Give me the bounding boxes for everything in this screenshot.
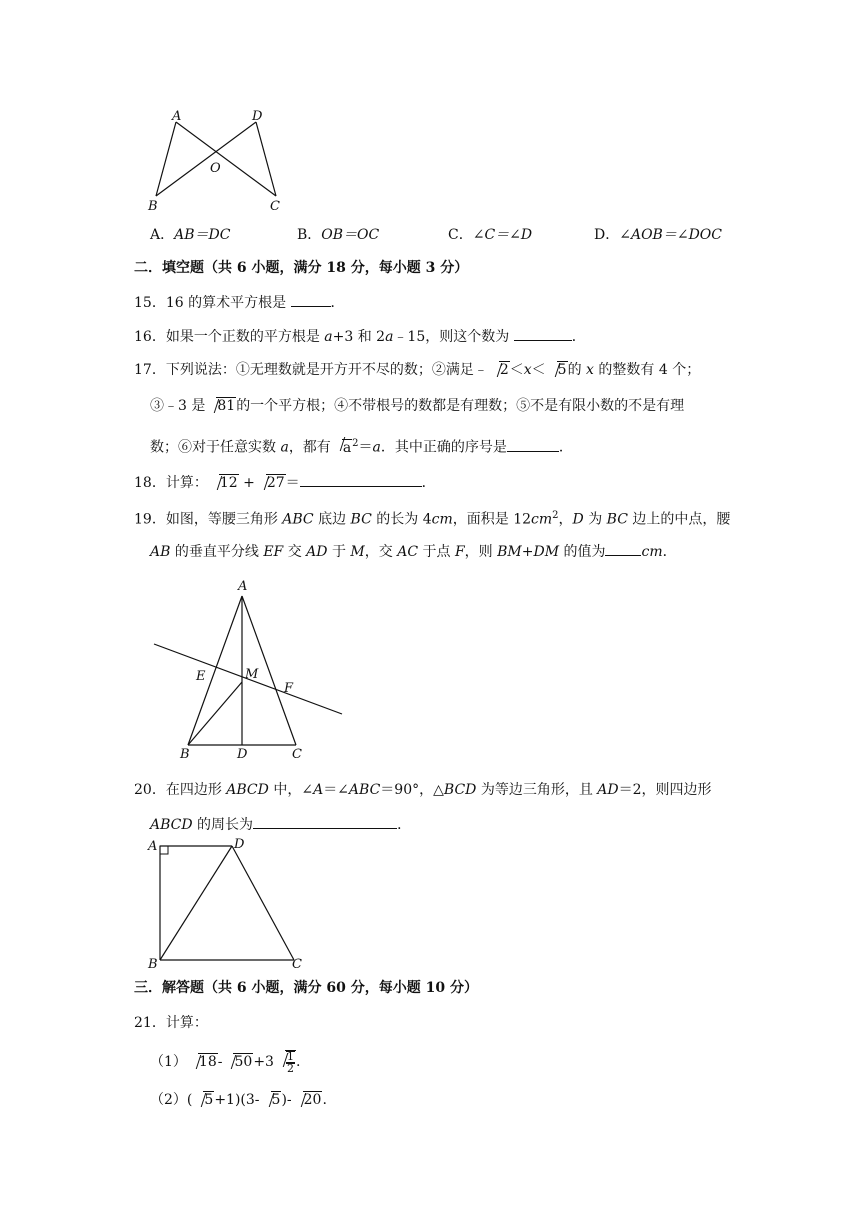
figure-q20 bbox=[144, 836, 314, 974]
question-17-line-2: ③﹣3 是 81的一个平方根；④不带根号的数都是有理数；⑤不是有限小数的不是有理 bbox=[150, 398, 685, 414]
section-heading-3: 三．解答题（共 6 小题，满分 60 分，每小题 10 分） bbox=[134, 980, 478, 996]
label-M: M bbox=[245, 667, 259, 682]
question-20-line-1: 20．在四边形 ABCD 中，∠A＝∠ABC＝90°，△BCD 为等边三角形，且 AD＝2，则四边形 bbox=[134, 782, 712, 798]
label-D: D bbox=[252, 109, 263, 124]
label-A: A bbox=[148, 839, 158, 854]
question-15: 15．16 的算术平方根是 ． bbox=[134, 292, 345, 313]
option-c: C．∠C＝∠D bbox=[448, 227, 533, 243]
label-B: B bbox=[148, 957, 158, 972]
question-21-part-2: （2）( 5+1)(3- 5)- 20. bbox=[150, 1092, 327, 1108]
label-B: B bbox=[180, 747, 190, 762]
question-17-line-1: 17．下列说法：①无理数就是开方开不尽的数；②满足﹣ 2＜x＜ 5的 x 的整数有 4 个； bbox=[134, 362, 701, 378]
label-D: D bbox=[237, 747, 248, 762]
label-E: E bbox=[196, 669, 206, 684]
figure-q14 bbox=[140, 104, 290, 214]
label-C: C bbox=[270, 199, 280, 214]
label-D: D bbox=[234, 837, 245, 852]
option-d: D．∠AOB＝∠DOC bbox=[594, 227, 722, 243]
question-21-part-1: （1） 18- 50+3 $\frac{1}{2}$ . bbox=[150, 1050, 301, 1075]
question-17-line-3: 数；⑥对于任意实数 a，都有 $a^2=a$．其中正确的序号是 ． bbox=[150, 434, 573, 458]
question-21-title: 21．计算： bbox=[134, 1015, 208, 1031]
question-20-line-2: ABCD 的周长为 ． bbox=[150, 814, 411, 835]
option-a: A．AB＝DC bbox=[150, 227, 231, 243]
label-B: B bbox=[148, 199, 158, 214]
option-b: B．OB＝OC bbox=[297, 227, 380, 243]
label-F: F bbox=[284, 681, 294, 696]
label-A: A bbox=[172, 109, 182, 124]
question-19-line-2: AB 的垂直平分线 EF 交 AD 于 M，交 AC 于点 F，则 BM+DM 的值为 cm． bbox=[150, 541, 677, 562]
label-A: A bbox=[238, 579, 248, 594]
figure-q19 bbox=[146, 574, 356, 764]
section-heading-2: 二．填空题（共 6 小题，满分 18 分，每小题 3 分） bbox=[134, 260, 469, 276]
question-19-line-1: 19．如图，等腰三角形 ABC 底边 BC 的长为 4cm，面积是 $12cm^2$，D 为 BC 边上的中点，腰 bbox=[134, 510, 731, 528]
question-16: 16．如果一个正数的平方根是 a+3 和 2a﹣15，则这个数为 ． bbox=[134, 326, 586, 347]
label-C: C bbox=[292, 747, 302, 762]
question-18: 18．计算： 12 + 27＝ ． bbox=[134, 472, 436, 493]
label-C: C bbox=[292, 957, 302, 972]
label-O: O bbox=[210, 161, 221, 176]
